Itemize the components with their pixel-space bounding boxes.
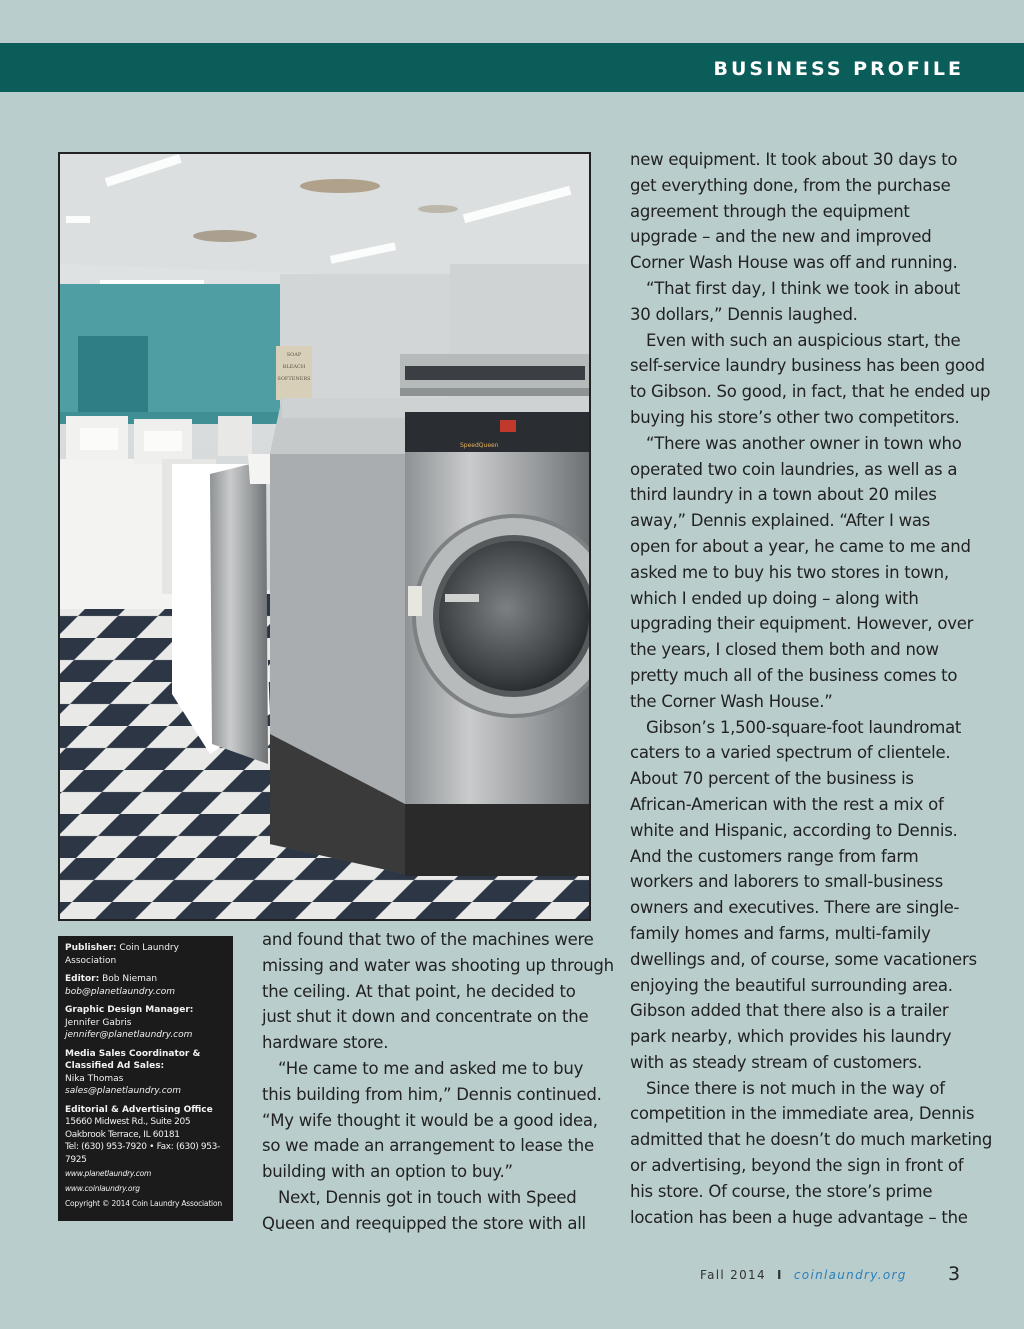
page-footer — [700, 1268, 907, 1282]
article-line: “My wife thought it would be a good idea, — [262, 1110, 598, 1130]
article-line: Even with such an auspicious start, the — [646, 330, 961, 350]
article-line: Gibson’s 1,500-square-foot laundromat — [646, 717, 962, 737]
article-line: and found that two of the machines were — [262, 930, 594, 949]
page-number: 3 — [948, 1263, 961, 1285]
article-line: “That first day, I think we took in about — [646, 278, 961, 298]
machine-brand-label: SpeedQueen — [460, 442, 499, 449]
article-line: pretty much all of the business comes to — [630, 665, 958, 685]
article-line: 30 dollars,” Dennis laughed. — [630, 304, 858, 324]
laundromat-photo-illustration — [60, 154, 589, 919]
footer-separator: I — [777, 1268, 783, 1282]
article-line: just shut it down and concentrate on the — [262, 1007, 589, 1027]
laundromat-photo — [58, 152, 591, 921]
article-line: agreement through the equipment — [630, 201, 910, 221]
article-line: “He came to me and asked me to buy — [278, 1058, 584, 1078]
masthead-box — [58, 936, 233, 1221]
article-line: About 70 percent of the business is — [630, 769, 914, 789]
article-line: enjoying the beautiful surrounding area. — [630, 975, 953, 995]
article-line: with as steady stream of customers. — [630, 1052, 923, 1072]
article-line: away,” Dennis explained. “After I was — [630, 511, 931, 531]
article-line: third laundry in a town about 20 miles — [630, 485, 937, 505]
design-label: Graphic Design Manager: — [65, 1005, 194, 1015]
publisher-value: Coin Laundry Association — [65, 943, 179, 966]
article-line: dwellings and, of course, some vacationers — [630, 949, 977, 969]
sign-line-soap: SOAP — [286, 352, 302, 358]
issue-label: Fall 2014 — [700, 1268, 766, 1282]
coinlaundry-site-link[interactable]: www.coinlaundry.org — [65, 1184, 140, 1193]
article-line: upgrading their equipment. However, over — [630, 614, 974, 634]
article-line: missing and water was shooting up through — [262, 955, 614, 975]
article-line: park nearby, which provides his laundry — [630, 1027, 952, 1047]
article-line: new equipment. It took about 30 days to — [630, 150, 958, 169]
design-email-link[interactable]: jennifer@planetlaundry.com — [65, 1030, 193, 1040]
article-line: his store. Of course, the store’s prime — [630, 1181, 933, 1201]
sales-label-line-2: Classified Ad Sales: — [65, 1061, 165, 1071]
article-line: operated two coin laundries, as well as a — [630, 459, 958, 479]
article-line: Since there is not much in the way of — [646, 1078, 945, 1098]
article-line: African-American with the rest a mix of — [630, 794, 944, 814]
article-line: so we made an arrangement to lease the — [262, 1136, 594, 1156]
header-band — [0, 43, 1024, 92]
article-line: admitted that he doesn’t do much marketing — [630, 1130, 993, 1150]
article-line: hardware store. — [262, 1033, 389, 1053]
sales-label-line-1: Media Sales Coordinator & — [65, 1048, 201, 1059]
article-line: Next, Dennis got in touch with Speed — [278, 1187, 577, 1207]
article-line: to Gibson. So good, in fact, that he ended up — [630, 382, 991, 402]
article-line: “There was another owner in town who — [646, 433, 962, 453]
article-line: Gibson added that there also is a trailer — [630, 1001, 949, 1021]
sales-email-link[interactable]: sales@planetlaundry.com — [65, 1086, 181, 1096]
article-line: get everything done, from the purchase — [630, 175, 951, 195]
masthead-office — [65, 1104, 227, 1212]
article-line: asked me to buy his two stores in town, — [630, 562, 949, 582]
sign-line-bleach: BLEACH — [282, 364, 306, 370]
article-line: building with an option to buy.” — [262, 1162, 513, 1182]
article-line: open for about a year, he came to me and — [630, 536, 971, 556]
planetlaundry-site-link[interactable]: www.planetlaundry.com — [65, 1169, 152, 1178]
office-address-line-2: Oakbrook Terrace, IL 60181 — [65, 1129, 180, 1140]
article-line: Queen and reequipped the store with all — [262, 1213, 586, 1233]
design-value: Jennifer Gabris — [65, 1017, 132, 1028]
article-line: the years, I closed them both and now — [630, 640, 939, 660]
article-column-middle — [262, 927, 614, 1237]
article-line: self-service laundry business has been good — [630, 356, 985, 376]
article-line: caters to a varied spectrum of clientele. — [630, 743, 951, 763]
article-line: Corner Wash House was off and running. — [630, 253, 958, 273]
article-line: buying his store’s other two competitors. — [630, 407, 960, 427]
masthead-editor — [65, 973, 227, 998]
editor-label: Editor: — [65, 974, 100, 984]
article-line: or advertising, beyond the sign in front of — [630, 1156, 964, 1176]
publisher-label: Publisher: — [65, 943, 117, 953]
masthead-design — [65, 1004, 227, 1042]
article-line: family homes and farms, multi-family — [630, 923, 931, 943]
editor-value: Bob Nieman — [102, 974, 158, 984]
article-line: which I ended up doing – along with — [630, 588, 919, 608]
masthead-sales — [65, 1048, 227, 1098]
article-line: workers and laborers to small-business — [630, 872, 943, 892]
article-line: the Corner Wash House.” — [630, 691, 833, 711]
sign-line-softeners: SOFTENERS — [277, 376, 311, 382]
office-label: Editorial & Advertising Office — [65, 1104, 213, 1115]
article-line: competition in the immediate area, Dennis — [630, 1104, 975, 1124]
copyright-notice: Copyright © 2014 Coin Laundry Association — [65, 1199, 222, 1208]
section-title: BUSINESS PROFILE — [713, 58, 964, 80]
editor-email-link[interactable]: bob@planetlaundry.com — [65, 986, 175, 997]
article-line: owners and executives. There are single- — [630, 898, 960, 918]
office-address-line-1: 15660 Midwest Rd., Suite 205 — [65, 1117, 191, 1127]
office-phone: Tel: (630) 953-7920 • Fax: (630) 953-7925 — [65, 1142, 220, 1165]
article-line: this building from him,” Dennis continued. — [262, 1084, 602, 1104]
article-line: location has been a huge advantage – the — [630, 1207, 968, 1227]
article-column-right — [630, 147, 992, 1230]
article-line: And the customers range from farm — [630, 846, 919, 866]
article-line: white and Hispanic, according to Dennis. — [630, 820, 958, 840]
article-line: the ceiling. At that point, he decided to — [262, 981, 576, 1001]
article-line: upgrade – and the new and improved — [630, 227, 932, 247]
sales-value: Nika Thomas — [65, 1073, 124, 1084]
masthead-publisher — [65, 942, 227, 967]
footer-website-link[interactable]: coinlaundry.org — [793, 1268, 907, 1282]
